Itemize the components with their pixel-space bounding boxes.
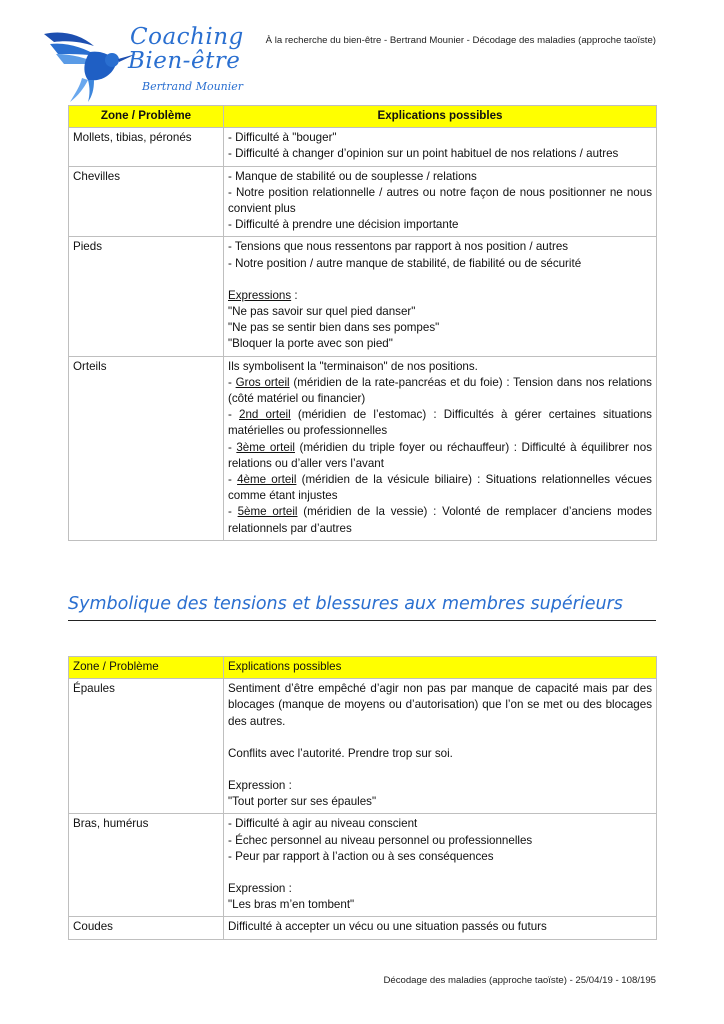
orteil-item bbox=[228, 375, 652, 407]
table-row bbox=[69, 814, 657, 917]
orteil-text: (méridien de l’estomac) : Difficultés à gérer certaines situations matérielles ou professionnelles bbox=[228, 408, 652, 438]
explication-line: - Peur par rapport à l’action ou à ses conséquences bbox=[228, 849, 494, 863]
table-row bbox=[69, 917, 657, 939]
explication-cell bbox=[224, 679, 657, 814]
col-header-explications: Explications possibles bbox=[224, 106, 657, 128]
item-prefix: - bbox=[228, 408, 240, 422]
table-row bbox=[69, 356, 657, 540]
orteil-text: (méridien de la rate-pancréas et du foie) : Tension dans nos relations (côté matériel ou financier) bbox=[228, 375, 652, 406]
section-title: Symbolique des tensions et blessures aux membres supérieurs bbox=[68, 594, 656, 621]
zone-cell: Chevilles bbox=[69, 166, 224, 237]
orteil-item bbox=[228, 472, 652, 504]
zone-cell: Mollets, tibias, péronés bbox=[69, 128, 224, 166]
explication-line: - Échec personnel au niveau personnel ou professionnelles bbox=[228, 833, 533, 847]
explication-line: - Difficulté à agir au niveau conscient bbox=[228, 817, 418, 831]
explication-line: - Notre position / autre manque de stabilité, de fiabilité ou de sécurité bbox=[228, 256, 582, 270]
hummingbird-icon bbox=[42, 24, 137, 104]
item-prefix: - bbox=[228, 473, 238, 487]
orteil-name: 2nd orteil bbox=[239, 408, 291, 422]
col-header-zone: Zone / Problème bbox=[69, 657, 224, 679]
logo-line-2: Bien-être bbox=[128, 48, 241, 74]
upper-limbs-table bbox=[68, 656, 657, 940]
orteil-text: (méridien de la vésicule biliaire) : Situations relationnelles vécues comme étant injustes bbox=[228, 473, 652, 503]
explication-line: - Difficulté à prendre une décision importante bbox=[228, 218, 459, 232]
explication-line: - Notre position relationnelle / autres ou notre façon de nous positionner ne nous convient plus bbox=[228, 185, 652, 216]
zone-cell: Bras, humérus bbox=[69, 814, 224, 917]
expression-line: "Les bras m’en tombent" bbox=[228, 898, 355, 912]
lower-limbs-table bbox=[68, 105, 657, 541]
expression-label: Expression : bbox=[228, 882, 292, 896]
col-header-explications: Explications possibles bbox=[224, 657, 657, 679]
explication-paragraph: Sentiment d’être empêché d’agir non pas par manque de capacité mais par des blocages (manque de moyens ou d’autorisation) que l’on se met ou des blocages des autres. bbox=[228, 682, 652, 728]
table-row bbox=[69, 237, 657, 356]
orteil-name: 4ème orteil bbox=[237, 473, 297, 487]
orteil-name: Gros orteil bbox=[235, 375, 290, 389]
explication-paragraph: Conflits avec l’autorité. Prendre trop sur soi. bbox=[228, 746, 453, 760]
explication-cell: Difficulté à accepter un vécu ou une situation passés ou futurs bbox=[224, 917, 657, 939]
coaching-logo bbox=[42, 22, 247, 102]
expression-label: Expression : bbox=[228, 779, 292, 793]
logo-line-1: Coaching bbox=[130, 24, 244, 50]
zone-cell: Pieds bbox=[69, 237, 224, 356]
expressions-colon: : bbox=[291, 288, 298, 302]
zone-cell: Orteils bbox=[69, 356, 224, 540]
expressions-label: Expressions bbox=[228, 288, 292, 302]
running-header: À la recherche du bien-être - Bertrand Mounier - Décodage des maladies (approche taoïste) bbox=[265, 35, 656, 46]
col-header-zone: Zone / Problème bbox=[69, 106, 224, 128]
item-prefix: - bbox=[228, 505, 238, 519]
explication-line: - Difficulté à changer d’opinion sur un point habituel de nos relations / autres bbox=[228, 147, 619, 161]
table-row bbox=[69, 128, 657, 166]
zone-cell: Épaules bbox=[69, 679, 224, 814]
explication-cell bbox=[224, 356, 657, 540]
explication-cell bbox=[224, 237, 657, 356]
table-row bbox=[69, 166, 657, 237]
explication-line: - Tensions que nous ressentons par rapport à nos position / autres bbox=[228, 240, 569, 254]
logo-author: Bertrand Mounier bbox=[142, 80, 244, 93]
orteil-item bbox=[228, 440, 652, 472]
explication-line: - Manque de stabilité ou de souplesse / relations bbox=[228, 169, 477, 183]
table-header-row bbox=[69, 106, 657, 128]
expression-line: "Ne pas se sentir bien dans ses pompes" bbox=[228, 321, 440, 335]
orteil-name: 5ème orteil bbox=[237, 505, 298, 519]
table-row bbox=[69, 679, 657, 814]
item-prefix: - bbox=[228, 440, 237, 454]
orteils-intro: Ils symbolisent la "terminaison" de nos positions. bbox=[228, 359, 478, 373]
orteil-name: 3ème orteil bbox=[236, 440, 295, 454]
orteil-item bbox=[228, 407, 652, 439]
orteil-text: (méridien du triple foyer ou réchauffeur) : Difficulté à équilibrer nos relations ou d’aller vers l’avant bbox=[228, 440, 652, 470]
expression-line: "Bloquer la porte avec son pied" bbox=[228, 337, 393, 351]
expression-line: "Tout porter sur ses épaules" bbox=[228, 795, 377, 809]
orteil-item bbox=[228, 504, 652, 536]
page-footer: Décodage des maladies (approche taoïste) - 25/04/19 - 108/195 bbox=[383, 975, 656, 986]
orteil-text: (méridien de la vessie) : Volonté de remplacer d’anciens modes relationnels par d’autres bbox=[228, 505, 652, 535]
explication-cell bbox=[224, 166, 657, 237]
item-prefix: - bbox=[228, 375, 236, 389]
explication-line: - Difficulté à "bouger" bbox=[228, 131, 337, 145]
explication-cell bbox=[224, 814, 657, 917]
expressions-heading bbox=[228, 288, 652, 304]
zone-cell: Coudes bbox=[69, 917, 224, 939]
explication-cell bbox=[224, 128, 657, 166]
expression-line: "Ne pas savoir sur quel pied danser" bbox=[228, 305, 416, 319]
table-header-row bbox=[69, 657, 657, 679]
